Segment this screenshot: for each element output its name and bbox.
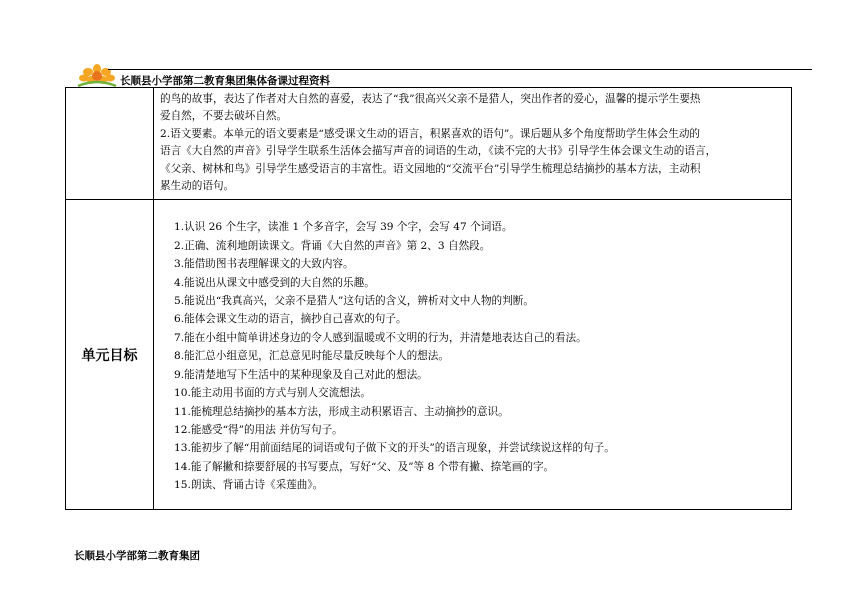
objective-item: 3.能借助图书表理解课文的大致内容。 — [174, 258, 354, 271]
objective-item: 2.正确、流利地朗读课文。背诵《大自然的声音》第 2、3 自然段。 — [174, 239, 491, 252]
objective-item: 1.认识 26 个生字，读准 1 个多音字，会写 39 个字，会写 47 个词语。 — [174, 221, 513, 234]
objective-item: 4.能说出从课文中感受到的大自然的乐趣。 — [174, 276, 375, 289]
intro-label-cell — [66, 88, 154, 200]
objective-item: 8.能汇总小组意见，汇总意见时能尽量反映每个人的想法。 — [174, 350, 449, 363]
objectives-row — [66, 200, 792, 510]
header-rule — [108, 69, 812, 70]
intro-line: 2.语文要素。本单元的语文要素是“感受课文生动的语言，积累喜欢的语句”。课后题从多个角度帮助学生体会生动的 — [160, 127, 701, 140]
intro-row — [66, 88, 792, 200]
header-title: 长顺县小学部第二教育集团集体备课过程资料 — [120, 75, 330, 87]
objectives-label-cell — [66, 200, 154, 510]
page-footer: 长顺县小学部第二教育集团 — [74, 550, 200, 562]
objective-item: 7.能在小组中简单讲述身边的令人感到温暖或不文明的行为，并清楚地表达自己的看法。 — [174, 331, 587, 344]
intro-line: 《父亲、树林和鸟》引导学生感受语言的丰富性。语文园地的“交流平台”引导学生梳理总结摘抄的基本方法，主动积 — [160, 162, 701, 175]
sunflower-logo-icon — [76, 64, 118, 88]
objectives-list — [154, 200, 791, 506]
lesson-table — [65, 87, 792, 510]
intro-line: 爱自然，不要去破坏自然。 — [160, 110, 288, 123]
intro-content-cell — [154, 88, 792, 200]
intro-line: 语言《大自然的声音》引导学生联系生活体会描写声音的词语的生动，《读不完的大书》引导学生体会课文生动的语言， — [160, 145, 717, 158]
objective-item: 12.能感受“得”的用法 并仿写句子。 — [174, 423, 343, 436]
objectives-content-cell — [154, 200, 792, 510]
objective-item: 5.能说出“我真高兴，父亲不是猎人”这句话的含义，辨析对文中人物的判断。 — [174, 295, 534, 308]
objective-item: 9.能清楚地写下生活中的某种现象及自己对此的想法。 — [174, 368, 428, 381]
intro-line: 的鸟的故事，表达了作者对大自然的喜爱，表达了“我”很高兴父亲不是猎人，突出作者的爱心，温馨的提示学生要热 — [160, 93, 701, 105]
objective-item: 6.能体会课文生动的语言，摘抄自己喜欢的句子。 — [174, 313, 407, 326]
objectives-label: 单元目标 — [81, 347, 138, 364]
intro-line: 累生动的语句。 — [160, 180, 235, 193]
objective-item: 15.朗读、背诵古诗《采莲曲》。 — [174, 479, 324, 492]
objective-item: 11.能梳理总结摘抄的基本方法，形成主动积累语言、主动摘抄的意识。 — [174, 405, 509, 418]
objective-item: 14.能了解撇和捺要舒展的书写要点，写好“父、及”等 8 个带有撇、捺笔画的字。 — [174, 460, 555, 473]
objective-item: 13.能初步了解“用前面结尾的词语或句子做下文的开头”的语言现象，并尝试续说这样的句子。 — [174, 442, 615, 455]
objective-item: 10.能主动用书面的方式与别人交流想法。 — [174, 387, 371, 400]
